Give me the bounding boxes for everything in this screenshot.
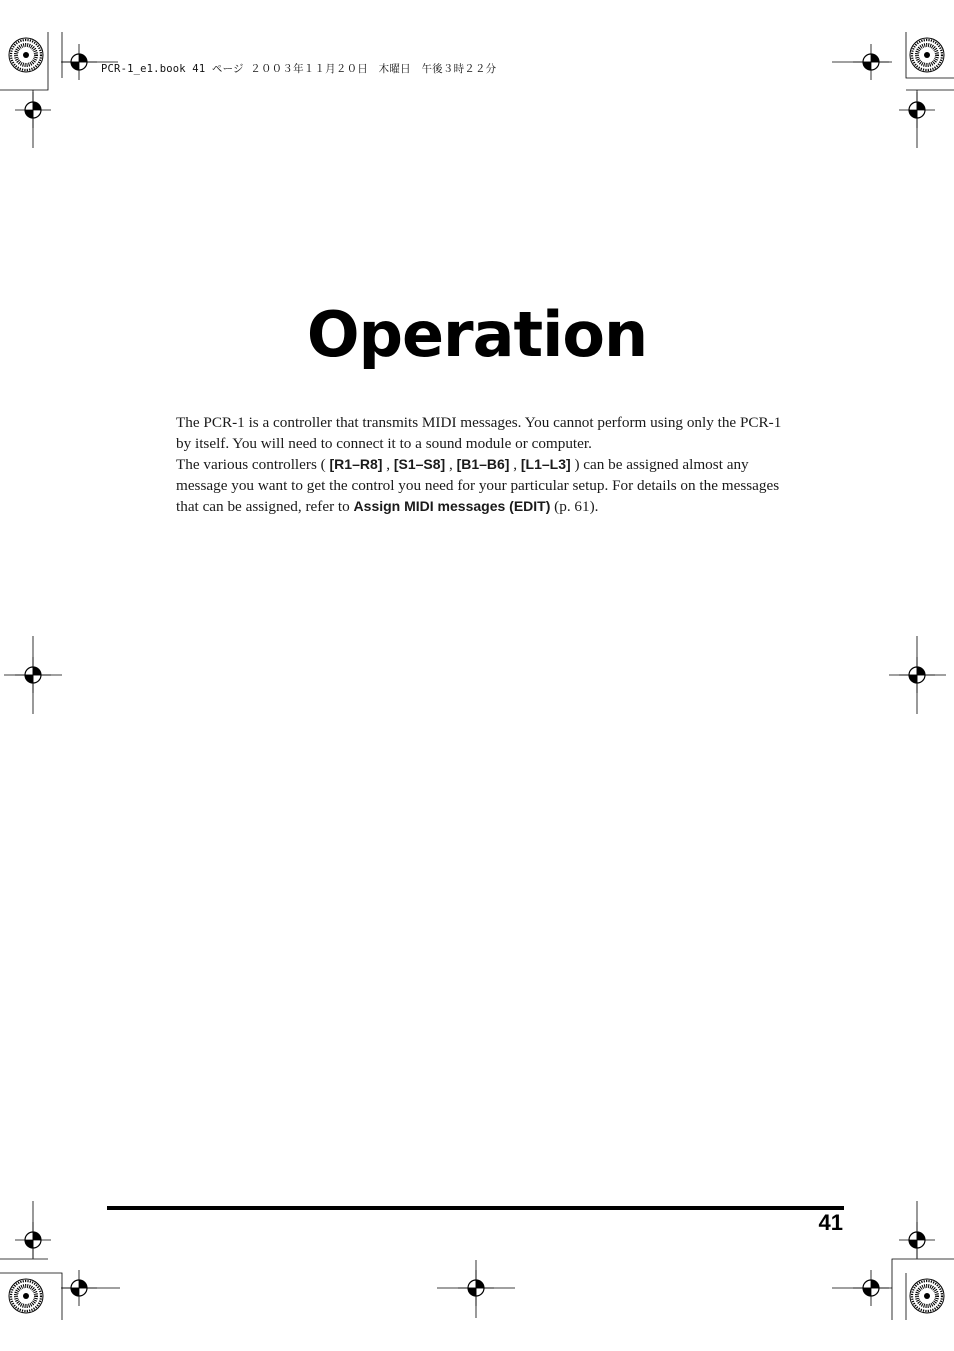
intro-text bbox=[176, 412, 786, 517]
controller-range-b: [B1–B6] bbox=[456, 456, 510, 472]
starburst-mark bbox=[9, 1279, 43, 1313]
print-header: PCR-1_e1.book 41 ページ ２００３年１１月２０日 木曜日 午後３時２２分 bbox=[101, 63, 497, 75]
crosshair-mark bbox=[15, 1222, 51, 1258]
paragraph-2 bbox=[176, 454, 786, 517]
page-number: 41 bbox=[818, 1210, 843, 1235]
separator: , bbox=[445, 456, 457, 473]
separator: , bbox=[382, 456, 394, 473]
starburst-mark bbox=[910, 1279, 944, 1313]
crosshair-mark bbox=[899, 92, 935, 128]
crosshair-mark bbox=[61, 1270, 97, 1306]
paragraph-1: The PCR-1 is a controller that transmits MIDI messages. You cannot perform using only the PCR-1 by itself. You will need to connect it to a sound module or computer. bbox=[176, 414, 782, 452]
text: The various controllers ( bbox=[176, 456, 330, 473]
page-title: Operation bbox=[306, 298, 648, 371]
crosshair-mark bbox=[853, 44, 889, 80]
controller-range-l: [L1–L3] bbox=[520, 456, 571, 472]
separator: , bbox=[509, 456, 521, 473]
crosshair-mark bbox=[15, 92, 51, 128]
cross-reference: Assign MIDI messages (EDIT) bbox=[353, 498, 551, 514]
starburst-mark bbox=[9, 38, 43, 72]
footer-rule bbox=[107, 1206, 844, 1210]
crosshair-mark bbox=[61, 44, 97, 80]
page-reference: (p. 61). bbox=[550, 498, 599, 515]
crosshair-mark bbox=[853, 1270, 889, 1306]
controller-range-s: [S1–S8] bbox=[393, 456, 446, 472]
controller-range-r: [R1–R8] bbox=[329, 456, 383, 472]
crosshair-mark bbox=[899, 1222, 935, 1258]
crosshair-mark bbox=[15, 657, 51, 693]
starburst-mark bbox=[910, 38, 944, 72]
crosshair-mark bbox=[458, 1270, 494, 1306]
text: ) can be assigned almost any message you want to get the control you need for your particular setup. For details on the messages that can be assigned, refer to bbox=[176, 456, 780, 515]
crosshair-mark bbox=[899, 657, 935, 693]
